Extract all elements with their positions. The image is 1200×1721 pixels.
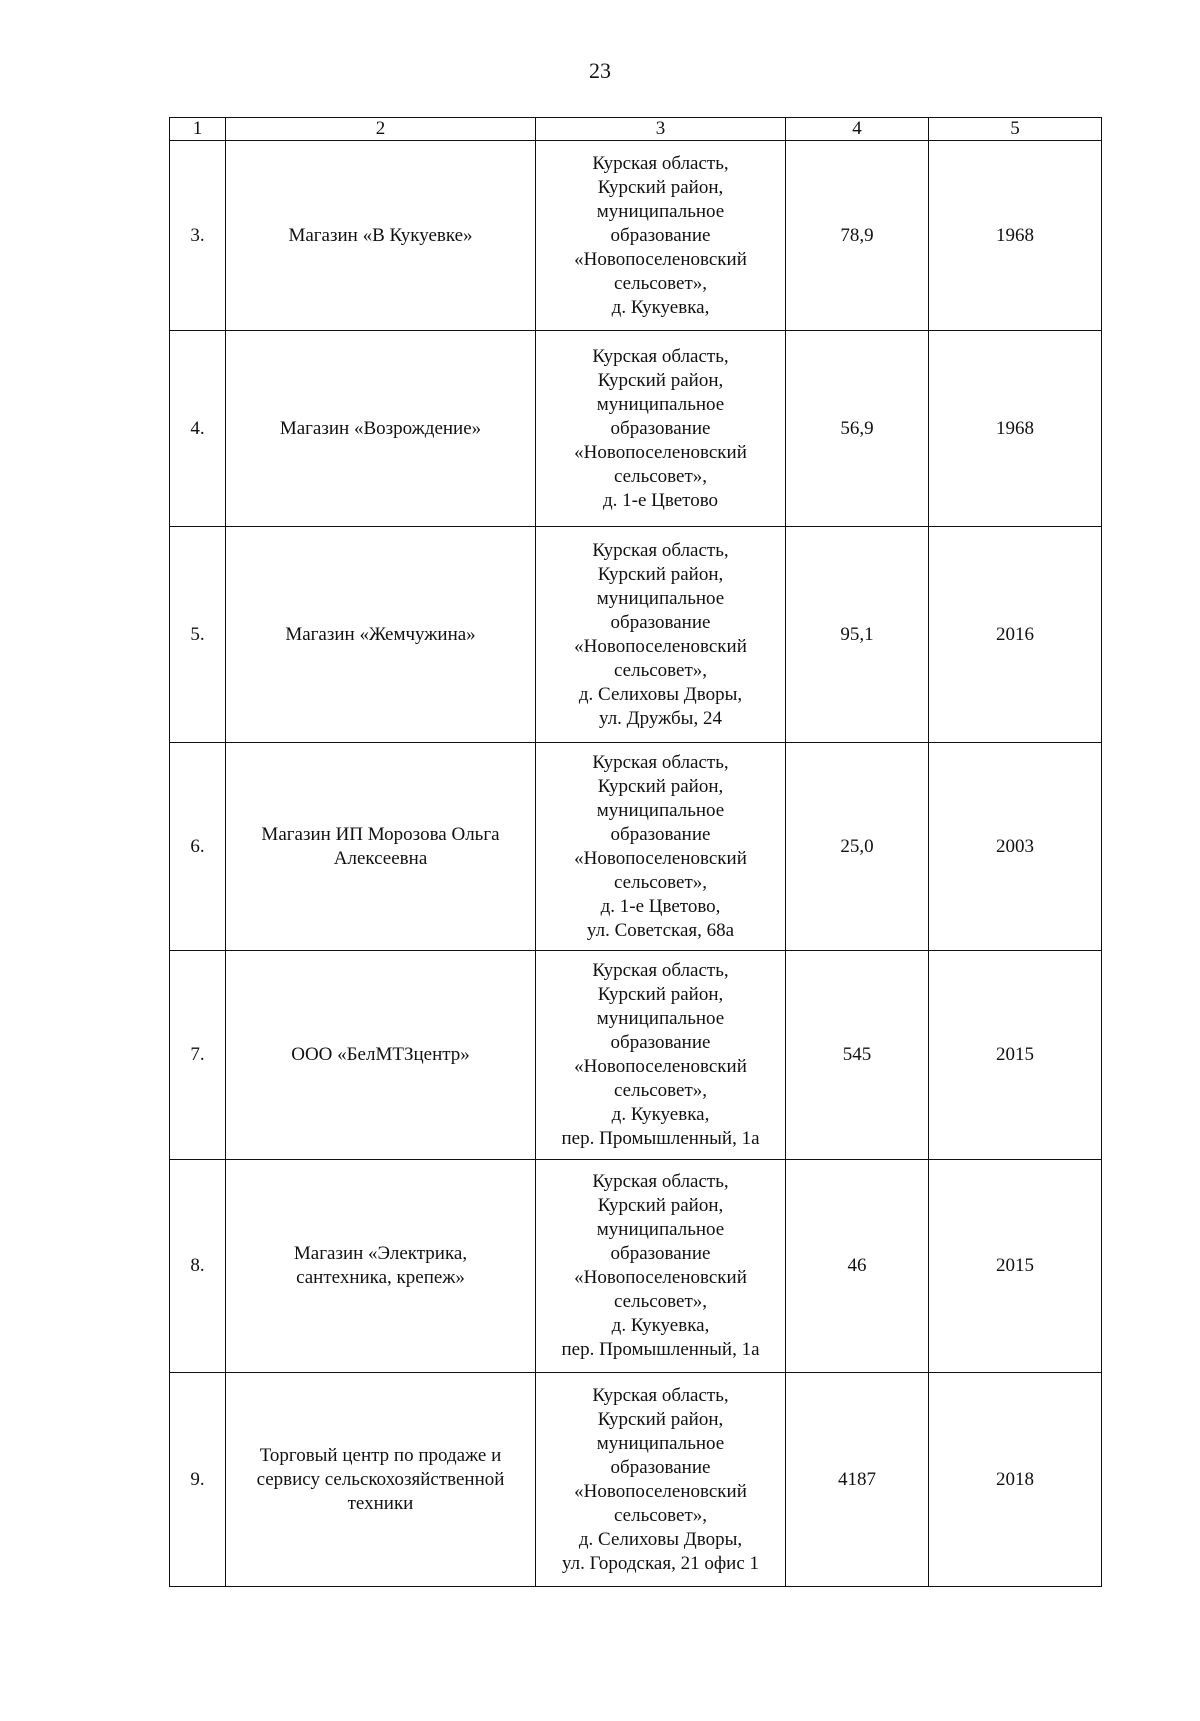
object-name: Магазин «В Кукуевке»	[226, 141, 536, 331]
row-number: 6.	[170, 743, 226, 951]
table-row	[170, 951, 1102, 1160]
object-name: Магазин «Жемчужина»	[226, 527, 536, 743]
row-number: 9.	[170, 1373, 226, 1587]
table-row	[170, 527, 1102, 743]
object-address: Курская область, Курский район, муниципальное образование «Новопоселеновский сельсовет», д. Селиховы Дворы, ул. Городская, 21 офис 1	[536, 1373, 786, 1587]
object-name: ООО «БелМТЗцентр»	[226, 951, 536, 1160]
object-year: 2015	[929, 951, 1102, 1160]
object-address: Курская область, Курский район, муниципальное образование «Новопоселеновский сельсовет», д. Селиховы Дворы, ул. Дружбы, 24	[536, 527, 786, 743]
object-area: 46	[786, 1160, 929, 1373]
object-year: 1968	[929, 141, 1102, 331]
column-number-header: 5	[929, 118, 1102, 141]
row-number: 5.	[170, 527, 226, 743]
column-number-header: 2	[226, 118, 536, 141]
object-name: Торговый центр по продаже и сервису сельскохозяйственной техники	[226, 1373, 536, 1587]
object-year: 2015	[929, 1160, 1102, 1373]
table-header-row	[170, 118, 1102, 141]
object-area: 56,9	[786, 331, 929, 527]
object-address: Курская область, Курский район, муниципальное образование «Новопоселеновский сельсовет», д. Кукуевка,	[536, 141, 786, 331]
object-address: Курская область, Курский район, муниципальное образование «Новопоселеновский сельсовет», д. Кукуевка, пер. Промышленный, 1а	[536, 1160, 786, 1373]
column-number-header: 3	[536, 118, 786, 141]
object-area: 25,0	[786, 743, 929, 951]
column-number-header: 1	[170, 118, 226, 141]
object-address: Курская область, Курский район, муниципальное образование «Новопоселеновский сельсовет», д. 1-е Цветово	[536, 331, 786, 527]
table-row	[170, 1373, 1102, 1587]
object-area: 545	[786, 951, 929, 1160]
row-number: 3.	[170, 141, 226, 331]
object-name: Магазин «Электрика, сантехника, крепеж»	[226, 1160, 536, 1373]
table-row	[170, 141, 1102, 331]
object-area: 78,9	[786, 141, 929, 331]
row-number: 7.	[170, 951, 226, 1160]
object-year: 1968	[929, 331, 1102, 527]
row-number: 4.	[170, 331, 226, 527]
table-row	[170, 1160, 1102, 1373]
table-row	[170, 743, 1102, 951]
object-year: 2018	[929, 1373, 1102, 1587]
object-year: 2003	[929, 743, 1102, 951]
object-year: 2016	[929, 527, 1102, 743]
objects-table	[169, 117, 1102, 1587]
table-row	[170, 331, 1102, 527]
column-number-header: 4	[786, 118, 929, 141]
object-name: Магазин ИП Морозова Ольга Алексеевна	[226, 743, 536, 951]
object-name: Магазин «Возрождение»	[226, 331, 536, 527]
object-address: Курская область, Курский район, муниципальное образование «Новопоселеновский сельсовет», д. Кукуевка, пер. Промышленный, 1а	[536, 951, 786, 1160]
object-address: Курская область, Курский район, муниципальное образование «Новопоселеновский сельсовет», д. 1-е Цветово, ул. Советская, 68а	[536, 743, 786, 951]
object-area: 4187	[786, 1373, 929, 1587]
object-area: 95,1	[786, 527, 929, 743]
row-number: 8.	[170, 1160, 226, 1373]
page-number: 23	[589, 58, 611, 83]
